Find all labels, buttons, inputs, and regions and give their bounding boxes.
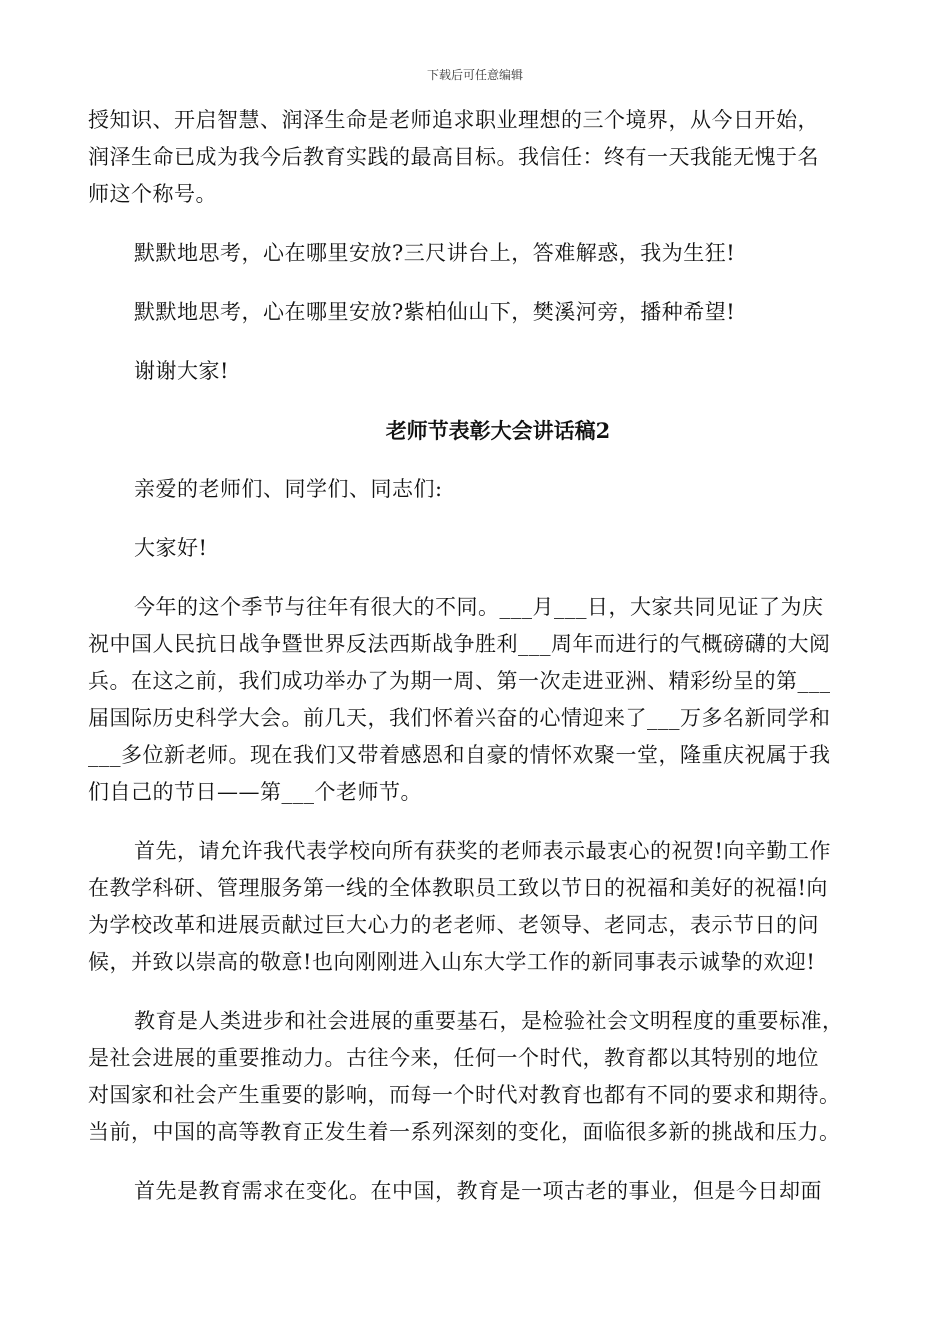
paragraph-salutation: 亲爱的老师们、同学们、同志们:: [134, 477, 443, 501]
header-note: 下载后可任意编辑: [426, 68, 523, 82]
paragraph-3: 默默地思考，心在哪里安放?紫柏仙山下，樊溪河旁，播种希望!: [134, 300, 736, 324]
paragraph-1: 授知识、开启智慧、润泽生命是老师追求职业理想的三个境界，从今日开始， 润泽生命已成为我今后教育实践的最高目标。我信任：终有一天我能无愧于名 师这个称号。: [88, 108, 819, 206]
paragraph-7: 今年的这个季节与往年有很大的不同。___月___日，大家共同见证了为庆 祝中国人民抗日战争暨世界反法西斯战争胜利___周年而进行的气概磅礴的大阅 兵。在这之前，我们成功举办了为期一周、第一次走进亚洲、精彩纷呈的第___ 届国际历史科学大会。前几天，我们怀着兴奋的心情迎来了___万多名新同学和 ___多位新老师。现在我们又带着感恩和自豪的情怀欢聚一堂，隆重庆祝属于我 们自己的节日——第___个老师节。: [88, 595, 831, 804]
paragraph-8: 首先，请允许我代表学校向所有获奖的老师表示最衷心的祝贺!向辛勤工作 在教学科研、管理服务第一线的全体教职员工致以节日的祝福和美好的祝福!向 为学校改革和进展贡献过巨大心力的老老师、老领导、老同志，表示节日的问 候，并致以崇高的敬意!也向刚刚进入山东大学工作的新同事表示诚挚的欢迎!: [88, 839, 831, 974]
paragraph-10: 首先是教育需求在变化。在中国，教育是一项古老的事业，但是今日却面: [134, 1179, 822, 1203]
section-title: 老师节表彰大会讲话稿2: [385, 418, 611, 443]
paragraph-2: 默默地思考，心在哪里安放?三尺讲台上，答难解惑，我为生狂!: [134, 241, 736, 265]
paragraph-4: 谢谢大家!: [134, 359, 229, 383]
document-body: [88, 102, 868, 1232]
paragraph-greeting: 大家好!: [134, 536, 208, 560]
paragraph-9: 教育是人类进步和社会进展的重要基石，是检验社会文明程度的重要标准， 是社会进展的重要推动力。古往今来，任何一个时代，教育都以其特别的地位 对国家和社会产生重要的影响，而每一个时代对教育也都有不同的要求和期待。 当前，中国的高等教育正发生着一系列深刻的变化，面临很多新的挑战和压力。: [88, 1009, 844, 1144]
